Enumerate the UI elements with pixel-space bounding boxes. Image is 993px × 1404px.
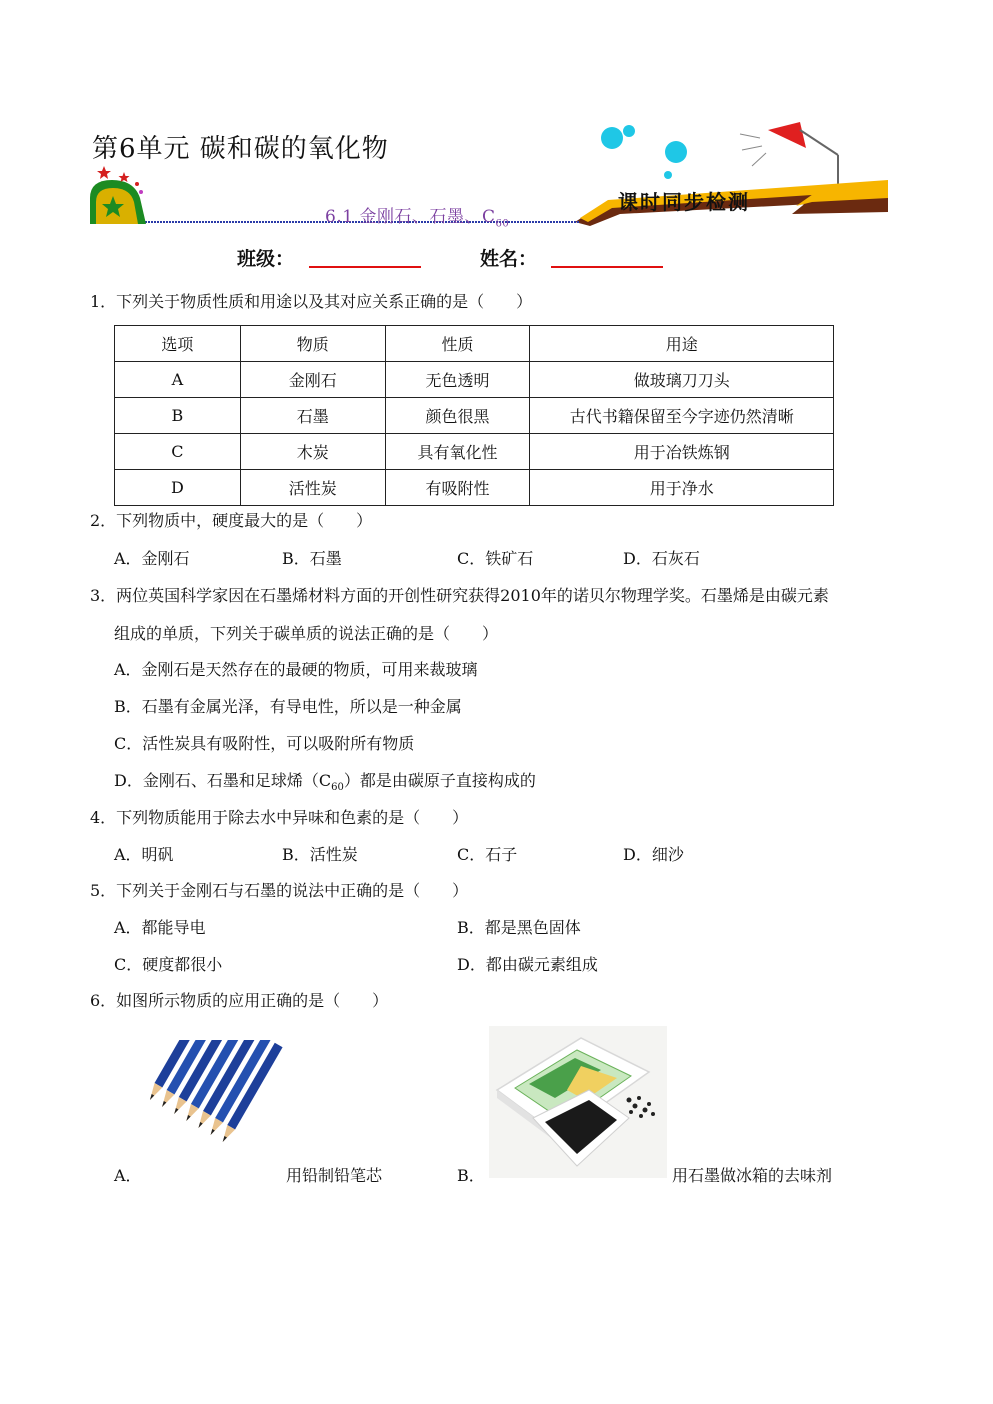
table-cell: 木炭: [240, 434, 385, 470]
q4-stem: 4．下列物质能用于除去水中异味和色素的是（ ）: [90, 808, 469, 827]
star-emblem-icon: [90, 166, 146, 224]
q6-stem: 6．如图所示物质的应用正确的是（ ）: [90, 991, 389, 1010]
q6-option-a-letter[interactable]: A．: [114, 1166, 142, 1185]
q5-option-b[interactable]: B．都是黑色固体: [457, 918, 581, 937]
table-cell: 具有氧化性: [385, 434, 530, 470]
table-cell: D: [115, 470, 241, 506]
bubble-medium: [665, 141, 687, 163]
table-row: [115, 434, 834, 470]
table-cell: 颜色很黑: [385, 398, 530, 434]
table-header-cell: 物质: [240, 326, 385, 362]
bubble-large: [601, 127, 623, 149]
table-row: [115, 398, 834, 434]
q1-table: [114, 325, 834, 506]
table-cell: B: [115, 398, 241, 434]
q6-option-b-letter[interactable]: B．: [457, 1166, 485, 1185]
unit-title: 第6单元 碳和碳的氧化物: [92, 134, 389, 164]
q3-option-c[interactable]: C．活性炭具有吸附性，可以吸附所有物质: [114, 734, 415, 753]
table-header-cell: 性质: [385, 326, 530, 362]
table-cell: 石墨: [240, 398, 385, 434]
q5-option-c[interactable]: C．硬度都很小: [114, 955, 223, 974]
q4-option-a[interactable]: A．明矾: [114, 845, 174, 864]
q1-stem: 1．下列关于物质性质和用途以及其对应关系正确的是（ ）: [90, 292, 533, 311]
table-cell: 用于净水: [530, 470, 834, 506]
class-blank[interactable]: [309, 266, 421, 268]
table-cell: A: [115, 362, 241, 398]
q3-stem-line2: 组成的单质，下列关于碳单质的说法正确的是（ ）: [114, 624, 499, 643]
q2-option-a[interactable]: A．金刚石: [114, 549, 190, 568]
table-row: [115, 470, 834, 506]
lesson-title: [325, 202, 509, 229]
q2-stem: 2．下列物质中，硬度最大的是（ ）: [90, 511, 373, 530]
deodorizer-image: [489, 1026, 667, 1178]
q5-option-a[interactable]: A．都能导电: [114, 918, 206, 937]
q6-option-a-text[interactable]: 用铅制铅笔芯: [286, 1166, 383, 1185]
table-cell: 金刚石: [240, 362, 385, 398]
table-row: [115, 362, 834, 398]
name-label: 姓名：: [480, 248, 538, 270]
table-cell: 用于冶铁炼钢: [530, 434, 834, 470]
table-cell: 有吸附性: [385, 470, 530, 506]
q4-option-d[interactable]: D．细沙: [623, 845, 684, 864]
q3-option-d-prefix: D．金刚石、石墨和足球烯（C: [114, 771, 332, 790]
table-header-cell: 用途: [530, 326, 834, 362]
q2-option-b[interactable]: B．石墨: [282, 549, 342, 568]
table-cell: 无色透明: [385, 362, 530, 398]
lesson-title-main: 6.1 金刚石、石墨、C: [325, 207, 496, 227]
q4-option-c[interactable]: C．石子: [457, 845, 518, 864]
q3-option-d-subscript: 60: [331, 782, 344, 794]
q2-option-d[interactable]: D．石灰石: [623, 549, 700, 568]
q3-option-d[interactable]: [114, 771, 536, 798]
q2-option-c[interactable]: C．铁矿石: [457, 549, 534, 568]
table-cell: C: [115, 434, 241, 470]
class-label: 班级：: [237, 248, 295, 270]
q6-option-b-text[interactable]: 用石墨做冰箱的去味剂: [672, 1166, 833, 1185]
q3-stem-line1: 3．两位英国科学家因在石墨烯材料方面的开创性研究获得2010年的诺贝尔物理学奖。石墨烯是由碳元素: [90, 586, 829, 605]
q3-option-a[interactable]: A．金刚石是天然存在的最硬的物质，可用来裁玻璃: [114, 660, 478, 679]
table-header-row: [115, 326, 834, 362]
q5-stem: 5．下列关于金刚石与石墨的说法中正确的是（ ）: [90, 881, 469, 900]
name-blank[interactable]: [551, 266, 663, 268]
q5-option-d[interactable]: D．都由碳元素组成: [457, 955, 598, 974]
q3-option-b[interactable]: B．石墨有金属光泽，有导电性，所以是一种金属: [114, 697, 462, 716]
bubble-small: [623, 125, 635, 137]
pencils-image: [144, 1040, 284, 1178]
q3-option-d-suffix: ）都是由碳原子直接构成的: [343, 771, 536, 790]
sync-test-badge: 课时同步检测: [618, 190, 750, 214]
lesson-title-subscript: 60: [495, 218, 510, 230]
table-cell: 古代书籍保留至今字迹仍然清晰: [530, 398, 834, 434]
desk-lamp-icon: [740, 122, 838, 188]
q4-option-b[interactable]: B．活性炭: [282, 845, 358, 864]
bubble-tiny: [664, 171, 672, 179]
table-header-cell: 选项: [115, 326, 241, 362]
table-cell: 做玻璃刀刀头: [530, 362, 834, 398]
table-cell: 活性炭: [240, 470, 385, 506]
